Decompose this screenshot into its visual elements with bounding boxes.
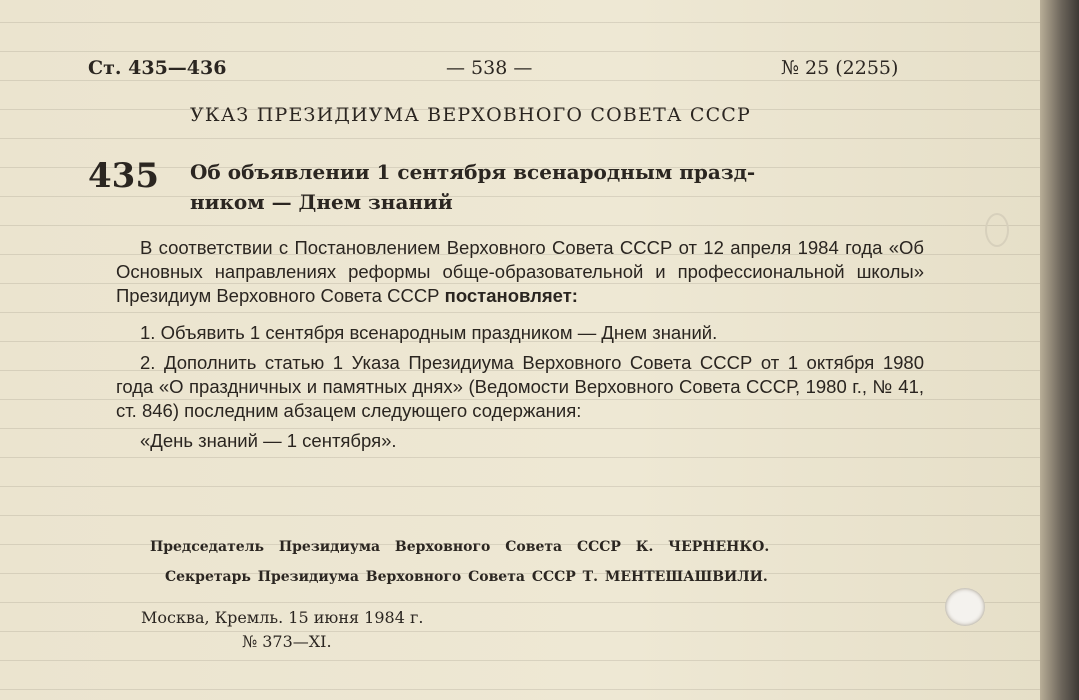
issue-number: № 25 (2255) bbox=[781, 57, 899, 79]
page-number: — 538 — bbox=[446, 57, 533, 79]
secretary-signature: Секретарь Президиума Верховного Совета СССР Т. МЕНТЕШАШВИЛИ. bbox=[165, 569, 768, 585]
act-title-line-2: ником — Днем знаний bbox=[190, 190, 453, 214]
article-range: Ст. 435—436 bbox=[88, 57, 227, 79]
quoted-addition: «День знаний — 1 сентября». bbox=[140, 430, 397, 451]
item-1: 1. Объявить 1 сентября всенародным праздником — Днем знаний. bbox=[140, 322, 718, 343]
preamble-text: В соответствии с Постановлением Верховного Совета СССР от 12 апреля 1984 года «Об Основных направлениях реформы обще-образовательной и профессиональной школы» Президиум Верховного Совета СССР bbox=[116, 237, 924, 306]
document-number: № 373—XI. bbox=[242, 632, 332, 651]
act-number: 435 bbox=[88, 156, 159, 196]
resolves-word: постановляет: bbox=[444, 285, 578, 306]
place-date: Москва, Кремль. 15 июня 1984 г. bbox=[141, 608, 424, 627]
book-gutter bbox=[1040, 0, 1079, 700]
paper-mark bbox=[985, 213, 1009, 247]
decree-body bbox=[116, 236, 924, 453]
act-title bbox=[190, 157, 930, 217]
decree-title: УКАЗ ПРЕЗИДИУМА ВЕРХОВНОГО СОВЕТА СССР bbox=[190, 104, 752, 126]
punch-hole bbox=[945, 588, 985, 626]
act-title-line-1: Об объявлении 1 сентября всенародным празд- bbox=[190, 160, 756, 184]
item-2: 2. Дополнить статью 1 Указа Президиума Верховного Совета СССР от 1 октября 1980 года «О праздничных и памятных днях» (Ведомости Верховного Совета СССР, 1980 г., № 41, ст. 846) последним абзацем следующего содержания: bbox=[116, 352, 924, 421]
preamble-paragraph bbox=[116, 236, 924, 308]
chairman-signature: Председатель Президиума Верховного Совета СССР К. ЧЕРНЕНКО. bbox=[150, 539, 770, 555]
